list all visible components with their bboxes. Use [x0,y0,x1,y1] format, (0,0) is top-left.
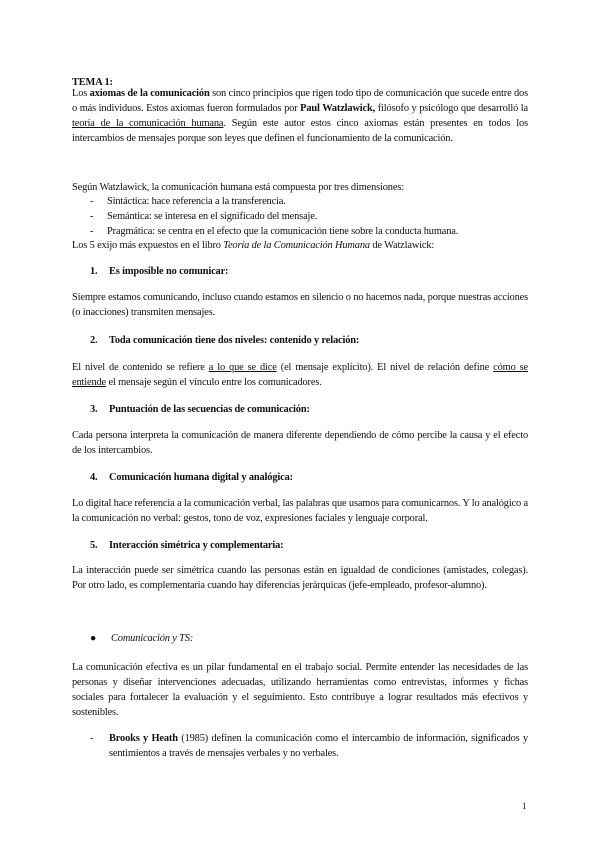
dimensions-intro: Según Watzlawick, la comunicación humana está compuesta por tres dimensiones: [72,182,404,193]
book-title: Teoría de la Comunicación Humana [223,240,370,251]
page-number: 1 [522,801,527,811]
intro-paragraph: Los axiomas de la comunicación son cinco principios que rigen todo tipo de comunicación que sucede entre dos o más individuos. Estos axiomas fueron formulados por Paul Watzlawick, filósofo y psicólogo que desarrolló la teoría de la comunicación humana. Según este autor estos cinco axiomas están presentes en todos los intercambios de mensajes porque son leyes que definen el funcionamiento de la comunicación. [72,88,528,144]
axiomas-term: axiomas de la comunicación [89,88,210,99]
axiom-text-1: Siempre estamos comunicando, incluso cuando estamos en silencio o no hacemos nada, porque nuestras acciones (o inacciones) transmiten mensajes. [72,292,528,318]
axiom-text-5: La interacción puede ser simétrica cuando las personas están en igualdad de condiciones (amistades, colegas). Por otro lado, es complementaria cuando hay diferencias jerárquicas (jefe-empleado, profesor-alumno). [72,565,528,591]
axiom-text-4: Lo digital hace referencia a la comunicación verbal, las palabras que usamos para comunicarnos. Y lo analógico a la comunicación no verbal: gestos, tono de voz, expresiones faciales y lenguaje corporal. [72,498,528,524]
axioms-intro: Los 5 exijo más expuestos en el libro Teoría de la Comunicación Humana de Watzlawick: [72,240,435,251]
axiom-text-2: El nivel de contenido se refiere a lo que se dice (el mensaje explícito). El nivel de relación define cómo se entiende el mensaje según el vínculo entre los comunicadores. [72,362,529,388]
dimensions-list [90,194,530,239]
theory-name: teoría de la comunicación humana [72,118,224,129]
definition-quote: - Brooks y Heath (1985) definen la comunicación como el intercambio de información, significados y sentimientos a través de mensajes verbales y no verbales. [90,733,528,759]
axiom-heading-4: 4. Comunicación humana digital y analógica: [90,472,293,483]
axiom-heading-2: 2. Toda comunicación tiene dos niveles: contenido y relación: [90,335,360,346]
list-item: - Semántica: se interesa en el significado del mensaje. [90,209,530,224]
axiom-heading-3: 3. Puntuación de las secuencias de comunicación: [90,404,310,415]
list-item: - Sintáctica: hace referencia a la transferencia. [90,194,530,209]
list-item: - Pragmática: se centra en el efecto que la comunicación tiene sobre la conducta humana. [90,224,530,239]
axiom-text-3: Cada persona interpreta la comunicación de manera diferente dependiendo de cómo percibe la causa y el efecto de los intercambios. [72,430,528,456]
section-heading: ● Comunicación y TS: [90,633,194,644]
author-name: Paul Watzlawick, [300,103,376,114]
bullet-dot-icon: ● [90,633,97,644]
quote-author: Brooks y Heath [109,733,178,744]
ts-paragraph: La comunicación efectiva es un pilar fundamental en el trabajo social. Permite entender las necesidades de las personas y diseñar intervenciones adecuadas, utilizando herramientas como entrevistas, informes y fichas sociales para fortalecer la evaluación y el seguimiento. Esto contribuye a lograr resultados más efectivos y sostenibles. [72,662,528,718]
page-title: TEMA 1: [72,77,113,88]
axiom-heading-1: 1. Es imposible no comunicar: [90,266,229,277]
axiom-heading-5: 5. Interacción simétrica y complementaria: [90,540,284,551]
